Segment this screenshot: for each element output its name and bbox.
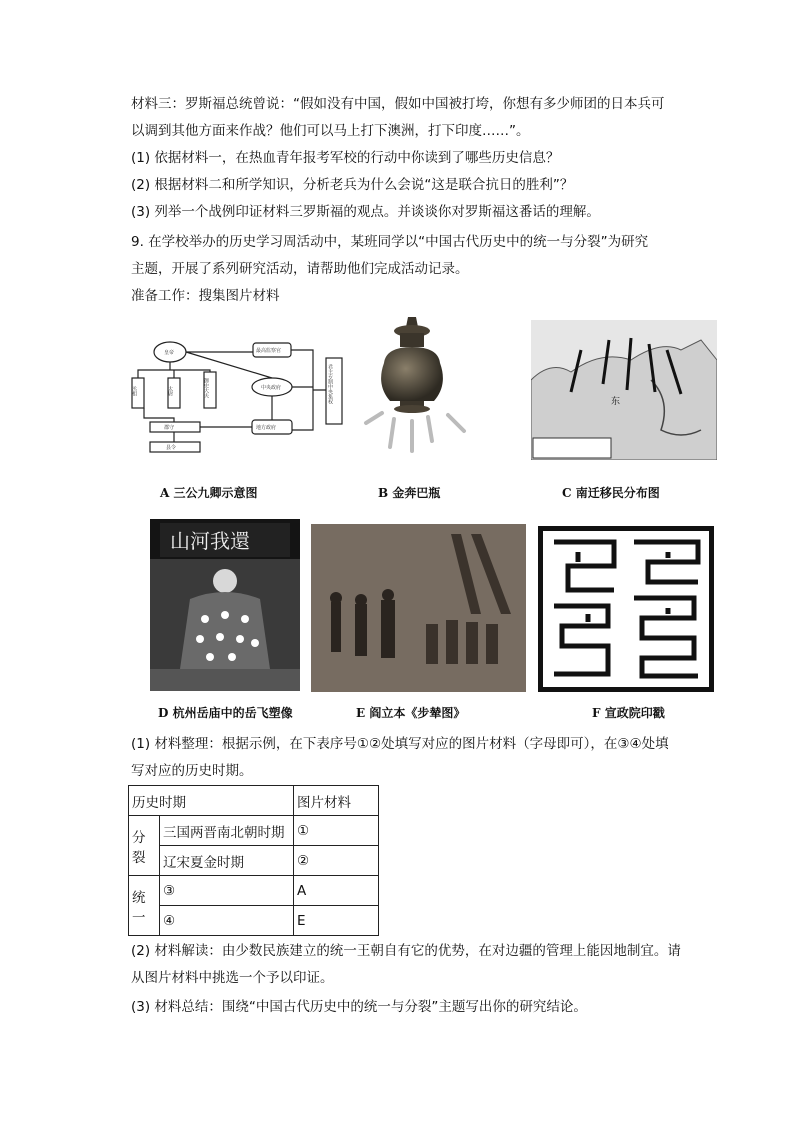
- question-3: (3) 列举一个战例印证材料三罗斯福的观点。并谈谈你对罗斯福这番话的理解。: [131, 204, 600, 220]
- painting-icon: [311, 524, 526, 692]
- statue-plaque: 山河我還: [170, 529, 250, 553]
- material-cell: A: [294, 876, 379, 906]
- question-2: (2) 根据材料二和所学知识，分析老兵为什么会说“这是联合抗日的胜利”？: [131, 177, 574, 193]
- table-row: [129, 906, 379, 936]
- caption-f: F 宣政院印戳: [592, 706, 665, 720]
- caption-e: E 阎立本《步辇图》: [356, 706, 466, 720]
- q2-line1: (2) 材料解读：由少数民族建立的统一王朝自有它的优势，在对边疆的管理上能因地制宜。请: [131, 943, 681, 959]
- material-three-line2: 以调到其他方面来作战？他们可以马上打下澳洲，打下印度……”。: [131, 123, 530, 139]
- image-b-golden-urn: [356, 313, 471, 463]
- seal-icon: [538, 526, 714, 692]
- table-row: [129, 816, 379, 846]
- diagram-box-central: 中央政府: [261, 385, 282, 391]
- diagram-box-emperor: 皇帝: [164, 350, 175, 356]
- q3-line: (3) 材料总结：围绕“中国古代历史中的统一与分裂”主题写出你的研究结论。: [131, 999, 587, 1015]
- diagram-box-centralization: 君主专制中央集权: [327, 364, 333, 404]
- period-cell: ④: [160, 906, 294, 936]
- image-f-seal: [538, 526, 714, 692]
- caption-d: D 杭州岳庙中的岳飞塑像: [158, 706, 293, 720]
- diagram-box-local: 地方政府: [256, 425, 277, 431]
- diagram-box-county: 县令: [166, 445, 177, 451]
- golden-urn-icon: [356, 313, 471, 463]
- period-cell: 辽宋夏金时期: [160, 846, 294, 876]
- prep-work-line: 准备工作：搜集图片材料: [131, 288, 280, 304]
- period-cell: 三国两晋南北朝时期: [160, 816, 294, 846]
- q1-line1: (1) 材料整理：根据示例，在下表序号①②处填写对应的图片材料（字母即可），在③④处填: [131, 736, 669, 752]
- material-cell: ②: [294, 846, 379, 876]
- header-period: 历史时期: [129, 786, 294, 816]
- table-row: [129, 876, 379, 906]
- question-1: (1) 依据材料一，在热血青年报考军校的行动中你读到了哪些历史信息？: [131, 150, 560, 166]
- question-9-line1: 9. 在学校举办的历史学习周活动中，某班同学以“中国古代历史中的统一与分裂”为研究: [131, 234, 649, 250]
- group-split: 分裂: [129, 816, 160, 876]
- group-unify: 统一: [129, 876, 160, 936]
- image-a-diagram: [128, 330, 350, 458]
- statue-icon: [150, 519, 300, 691]
- history-table: [128, 785, 379, 936]
- material-three-line1: 材料三：罗斯福总统曾说：“假如没有中国，假如中国被打垮，你想有多少师团的日本兵可: [131, 96, 665, 112]
- caption-b: B 金奔巴瓶: [378, 486, 441, 500]
- q1-line2: 写对应的历史时期。: [131, 763, 253, 779]
- table-header-row: [129, 786, 379, 816]
- period-cell: ③: [160, 876, 294, 906]
- image-e-bunian-painting: [311, 524, 526, 692]
- question-9-line2: 主题，开展了系列研究活动，请帮助他们完成活动记录。: [131, 261, 469, 277]
- caption-c: C 南迁移民分布图: [562, 486, 660, 500]
- caption-a: A 三公九卿示意图: [160, 486, 258, 500]
- image-c-migration-map: [531, 320, 717, 460]
- table-row: [129, 846, 379, 876]
- material-cell: ①: [294, 816, 379, 846]
- diagram-box-chancellor: 丞相: [131, 386, 137, 396]
- migration-map-icon: [531, 320, 717, 460]
- diagram-box-taiwei: 太尉: [167, 386, 173, 396]
- diagram-box-yushi: 御史大夫: [203, 378, 209, 398]
- image-d-yuefei-statue: [150, 519, 300, 691]
- q2-line2: 从图片材料中挑选一个予以印证。: [131, 970, 334, 986]
- map-label-east: 东: [611, 397, 621, 407]
- diagram-box-censor: 最高监察官: [256, 348, 282, 354]
- header-material: 图片材料: [294, 786, 379, 816]
- diagram-box-governor: 郡守: [164, 425, 175, 431]
- hierarchy-diagram: [128, 330, 350, 458]
- material-cell: E: [294, 906, 379, 936]
